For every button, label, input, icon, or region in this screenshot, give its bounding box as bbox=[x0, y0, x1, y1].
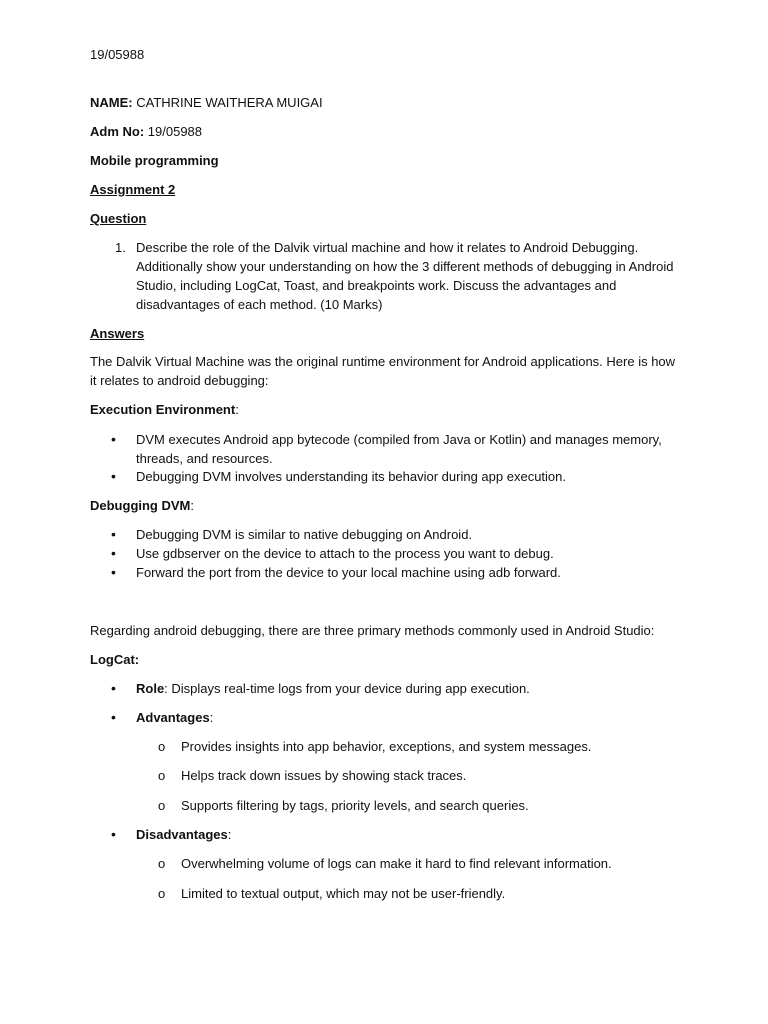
adm-line bbox=[90, 122, 202, 141]
logcat-disadvantages-label: Disadvantages bbox=[136, 827, 228, 842]
sub-bullet-icon: o bbox=[158, 768, 166, 783]
question-heading: Question bbox=[90, 211, 147, 226]
bullet-icon: • bbox=[111, 526, 116, 542]
logcat-disadvantages-heading bbox=[136, 825, 676, 844]
name-value: CATHRINE WAITHERA MUIGAI bbox=[136, 95, 323, 110]
logcat-advantages-heading bbox=[136, 708, 676, 727]
regarding-paragraph: Regarding android debugging, there are three primary methods commonly used in Android Studio: bbox=[90, 623, 655, 638]
bullet-icon: • bbox=[111, 680, 116, 696]
name-line bbox=[90, 93, 323, 112]
sub-bullet-icon: o bbox=[158, 856, 166, 871]
bullet-icon: • bbox=[111, 564, 116, 580]
debug-dvm-bullet-3: Forward the port from the device to your local machine using adb forward. bbox=[136, 565, 561, 580]
assignment-title: Assignment 2 bbox=[90, 182, 176, 197]
logcat-disadvantages-colon: : bbox=[227, 827, 232, 842]
exec-env-colon: : bbox=[235, 402, 239, 417]
question-number: 1. bbox=[115, 240, 126, 255]
logcat-disadvantage-1: Overwhelming volume of logs can make it hard to find relevant information. bbox=[181, 856, 612, 871]
doc-id: 19/05988 bbox=[90, 47, 145, 62]
course-title: Mobile programming bbox=[90, 153, 219, 168]
bullet-icon: • bbox=[111, 826, 116, 842]
logcat-advantage-3: Supports filtering by tags, priority levels, and search queries. bbox=[181, 798, 529, 813]
exec-env-heading bbox=[90, 400, 239, 419]
answers-heading: Answers bbox=[90, 326, 145, 341]
logcat-advantage-1: Provides insights into app behavior, exceptions, and system messages. bbox=[181, 739, 592, 754]
logcat-role-label: Role bbox=[136, 681, 165, 696]
debug-dvm-colon: : bbox=[190, 498, 195, 513]
exec-env-label: Execution Environment bbox=[90, 402, 236, 417]
adm-label: Adm No: bbox=[90, 124, 145, 139]
sub-bullet-icon: o bbox=[158, 739, 166, 754]
logcat-advantage-2: Helps track down issues by showing stack traces. bbox=[181, 768, 467, 783]
logcat-role-text: : Displays real-time logs from your device during app execution. bbox=[164, 681, 530, 696]
logcat-disadvantage-2: Limited to textual output, which may not be user-friendly. bbox=[181, 886, 506, 901]
exec-env-bullet-2: Debugging DVM involves understanding its behavior during app execution. bbox=[136, 469, 566, 484]
bullet-icon: • bbox=[111, 709, 116, 725]
adm-value: 19/05988 bbox=[147, 124, 203, 139]
logcat-heading: LogCat: bbox=[90, 652, 140, 667]
bullet-icon: • bbox=[111, 431, 116, 447]
debug-dvm-heading bbox=[90, 496, 194, 515]
intro-paragraph: The Dalvik Virtual Machine was the original runtime environment for Android applications. Here is how it relates to android debugging: bbox=[90, 354, 676, 388]
sub-bullet-icon: o bbox=[158, 886, 166, 901]
debug-dvm-label: Debugging DVM bbox=[90, 498, 191, 513]
exec-env-bullet-1: DVM executes Android app bytecode (compiled from Java or Kotlin) and manages memory, threads, and resources. bbox=[136, 432, 662, 466]
name-label: NAME: bbox=[90, 95, 133, 110]
bullet-icon: • bbox=[111, 545, 116, 561]
debug-dvm-bullet-2: Use gdbserver on the device to attach to the process you want to debug. bbox=[136, 546, 554, 561]
logcat-role bbox=[136, 679, 676, 698]
bullet-icon: • bbox=[111, 468, 116, 484]
logcat-advantages-colon: : bbox=[209, 710, 214, 725]
sub-bullet-icon: o bbox=[158, 798, 166, 813]
logcat-advantages-label: Advantages bbox=[136, 710, 210, 725]
debug-dvm-bullet-1: Debugging DVM is similar to native debugging on Android. bbox=[136, 527, 473, 542]
question-text: Describe the role of the Dalvik virtual machine and how it relates to Android Debugging. Additionally show your understanding on how the 3 different methods of debugging in Android Studio, including LogCat, Toast, and breakpoints work. Discuss the advantages and disadvantages of each method. (10 Marks) bbox=[136, 240, 674, 312]
